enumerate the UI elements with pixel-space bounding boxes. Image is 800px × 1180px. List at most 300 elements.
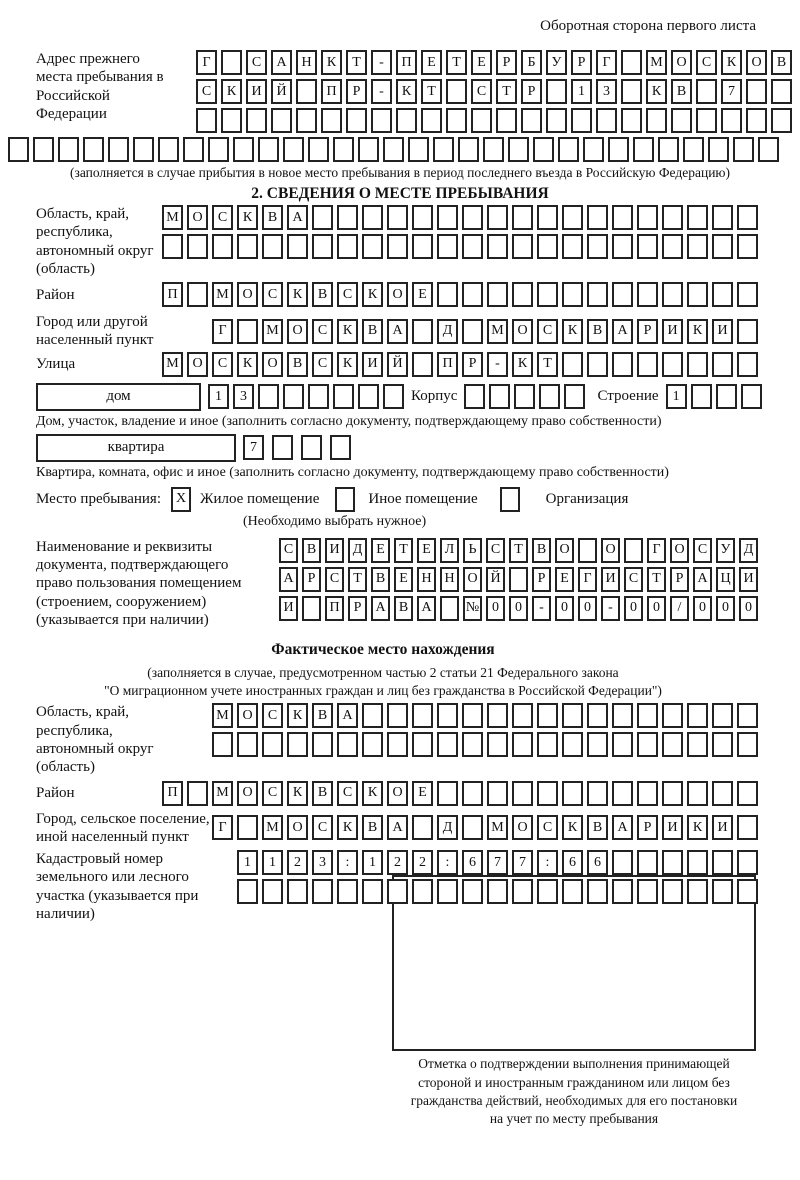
char-box[interactable]: А: [279, 567, 298, 592]
char-box[interactable]: В: [587, 319, 608, 344]
char-box[interactable]: Е: [412, 781, 433, 806]
char-box[interactable]: [662, 352, 683, 377]
char-box[interactable]: Р: [571, 50, 592, 75]
char-box[interactable]: Г: [212, 319, 233, 344]
char-box[interactable]: [308, 137, 329, 162]
char-box[interactable]: [512, 703, 533, 728]
char-box[interactable]: К: [287, 781, 308, 806]
char-box[interactable]: [746, 79, 767, 104]
char-box[interactable]: [691, 384, 712, 409]
char-box[interactable]: [437, 703, 458, 728]
char-box[interactable]: [237, 319, 258, 344]
char-box[interactable]: [437, 282, 458, 307]
checkbox-inoe[interactable]: [335, 487, 355, 512]
char-box[interactable]: [612, 879, 633, 904]
char-box[interactable]: [302, 596, 321, 621]
char-box[interactable]: В: [771, 50, 792, 75]
char-box[interactable]: К: [321, 50, 342, 75]
char-box[interactable]: [533, 137, 554, 162]
char-box[interactable]: [662, 703, 683, 728]
char-box[interactable]: [671, 108, 692, 133]
char-box[interactable]: М: [162, 352, 183, 377]
char-box[interactable]: Д: [739, 538, 758, 563]
char-box[interactable]: О: [671, 50, 692, 75]
char-box[interactable]: [221, 108, 242, 133]
char-box[interactable]: [512, 282, 533, 307]
char-box[interactable]: Л: [440, 538, 459, 563]
char-box[interactable]: [437, 234, 458, 259]
char-box[interactable]: [362, 234, 383, 259]
char-box[interactable]: [58, 137, 79, 162]
char-box[interactable]: [462, 234, 483, 259]
char-box[interactable]: К: [721, 50, 742, 75]
char-box[interactable]: М: [212, 781, 233, 806]
char-box[interactable]: [737, 879, 758, 904]
char-box[interactable]: [233, 137, 254, 162]
char-box[interactable]: [712, 879, 733, 904]
char-box[interactable]: Т: [509, 538, 528, 563]
char-box[interactable]: 0: [647, 596, 666, 621]
char-box[interactable]: [262, 234, 283, 259]
char-box[interactable]: [712, 234, 733, 259]
char-box[interactable]: О: [287, 815, 308, 840]
char-box[interactable]: [587, 732, 608, 757]
char-box[interactable]: К: [287, 703, 308, 728]
char-box[interactable]: С: [212, 205, 233, 230]
char-box[interactable]: С: [262, 781, 283, 806]
char-box[interactable]: [487, 205, 508, 230]
checkbox-organizaciya[interactable]: [500, 487, 520, 512]
char-box[interactable]: [346, 108, 367, 133]
char-box[interactable]: С: [212, 352, 233, 377]
char-box[interactable]: [512, 234, 533, 259]
char-box[interactable]: -: [532, 596, 551, 621]
char-box[interactable]: [446, 79, 467, 104]
char-box[interactable]: [187, 781, 208, 806]
char-box[interactable]: 1: [262, 850, 283, 875]
char-box[interactable]: Е: [555, 567, 574, 592]
char-box[interactable]: [558, 137, 579, 162]
char-box[interactable]: [358, 384, 379, 409]
char-box[interactable]: [208, 137, 229, 162]
char-box[interactable]: А: [693, 567, 712, 592]
char-box[interactable]: [337, 234, 358, 259]
char-box[interactable]: [537, 879, 558, 904]
char-box[interactable]: Р: [637, 319, 658, 344]
char-box[interactable]: [621, 108, 642, 133]
char-box[interactable]: 3: [312, 850, 333, 875]
char-box[interactable]: [462, 732, 483, 757]
char-box[interactable]: К: [512, 352, 533, 377]
char-box[interactable]: Г: [647, 538, 666, 563]
char-box[interactable]: С: [696, 50, 717, 75]
char-box[interactable]: 6: [462, 850, 483, 875]
char-box[interactable]: [83, 137, 104, 162]
char-box[interactable]: [587, 703, 608, 728]
checkbox-zhiloe[interactable]: X: [171, 487, 191, 512]
char-box[interactable]: [312, 205, 333, 230]
char-box[interactable]: Г: [596, 50, 617, 75]
char-box[interactable]: [637, 205, 658, 230]
char-box[interactable]: [358, 137, 379, 162]
char-box[interactable]: [737, 282, 758, 307]
char-box[interactable]: [771, 79, 792, 104]
char-box[interactable]: [183, 137, 204, 162]
char-box[interactable]: [741, 384, 762, 409]
char-box[interactable]: [462, 879, 483, 904]
char-box[interactable]: [333, 137, 354, 162]
char-box[interactable]: А: [337, 703, 358, 728]
char-box[interactable]: [633, 137, 654, 162]
char-box[interactable]: К: [337, 319, 358, 344]
char-box[interactable]: [412, 703, 433, 728]
char-box[interactable]: [362, 205, 383, 230]
char-box[interactable]: А: [417, 596, 436, 621]
char-box[interactable]: О: [746, 50, 767, 75]
char-box[interactable]: [487, 703, 508, 728]
char-box[interactable]: С: [262, 703, 283, 728]
char-box[interactable]: Р: [346, 79, 367, 104]
char-box[interactable]: [583, 137, 604, 162]
char-box[interactable]: П: [162, 282, 183, 307]
char-box[interactable]: №: [463, 596, 482, 621]
char-box[interactable]: С: [337, 282, 358, 307]
char-box[interactable]: [662, 205, 683, 230]
char-box[interactable]: С: [471, 79, 492, 104]
char-box[interactable]: [771, 108, 792, 133]
char-box[interactable]: 3: [233, 384, 254, 409]
char-box[interactable]: -: [371, 79, 392, 104]
char-box[interactable]: [440, 596, 459, 621]
char-box[interactable]: [337, 732, 358, 757]
char-box[interactable]: П: [325, 596, 344, 621]
char-box[interactable]: [412, 234, 433, 259]
char-box[interactable]: О: [387, 282, 408, 307]
char-box[interactable]: [662, 234, 683, 259]
char-box[interactable]: Ь: [463, 538, 482, 563]
char-box[interactable]: [272, 435, 293, 460]
char-box[interactable]: [662, 781, 683, 806]
char-box[interactable]: [612, 282, 633, 307]
char-box[interactable]: 6: [587, 850, 608, 875]
char-box[interactable]: [487, 732, 508, 757]
char-box[interactable]: [462, 703, 483, 728]
char-box[interactable]: [737, 205, 758, 230]
char-box[interactable]: 7: [721, 79, 742, 104]
char-box[interactable]: [487, 879, 508, 904]
char-box[interactable]: [162, 234, 183, 259]
char-box[interactable]: К: [337, 352, 358, 377]
char-box[interactable]: [237, 234, 258, 259]
char-box[interactable]: В: [587, 815, 608, 840]
char-box[interactable]: [737, 732, 758, 757]
char-box[interactable]: А: [612, 319, 633, 344]
char-box[interactable]: [296, 79, 317, 104]
char-box[interactable]: [408, 137, 429, 162]
char-box[interactable]: [587, 205, 608, 230]
char-box[interactable]: [462, 282, 483, 307]
char-box[interactable]: А: [371, 596, 390, 621]
char-box[interactable]: В: [671, 79, 692, 104]
char-box[interactable]: [371, 108, 392, 133]
char-box[interactable]: [712, 781, 733, 806]
char-box[interactable]: В: [262, 205, 283, 230]
char-box[interactable]: Р: [532, 567, 551, 592]
char-box[interactable]: [637, 781, 658, 806]
char-box[interactable]: [321, 108, 342, 133]
char-box[interactable]: [412, 732, 433, 757]
char-box[interactable]: [237, 879, 258, 904]
char-box[interactable]: О: [512, 319, 533, 344]
char-box[interactable]: П: [437, 352, 458, 377]
char-box[interactable]: М: [212, 703, 233, 728]
char-box[interactable]: 3: [596, 79, 617, 104]
char-box[interactable]: [271, 108, 292, 133]
char-box[interactable]: [464, 384, 485, 409]
char-box[interactable]: Т: [421, 79, 442, 104]
char-box[interactable]: К: [237, 352, 258, 377]
char-box[interactable]: [637, 732, 658, 757]
char-box[interactable]: Й: [271, 79, 292, 104]
char-box[interactable]: В: [287, 352, 308, 377]
char-box[interactable]: К: [687, 815, 708, 840]
char-box[interactable]: [387, 234, 408, 259]
char-box[interactable]: [312, 732, 333, 757]
char-box[interactable]: А: [287, 205, 308, 230]
char-box[interactable]: Й: [486, 567, 505, 592]
char-box[interactable]: [562, 205, 583, 230]
char-box[interactable]: 0: [624, 596, 643, 621]
char-box[interactable]: И: [246, 79, 267, 104]
char-box[interactable]: И: [712, 815, 733, 840]
char-box[interactable]: О: [555, 538, 574, 563]
char-box[interactable]: 0: [555, 596, 574, 621]
char-box[interactable]: [562, 879, 583, 904]
char-box[interactable]: [687, 781, 708, 806]
char-box[interactable]: Р: [348, 596, 367, 621]
char-box[interactable]: 1: [237, 850, 258, 875]
char-box[interactable]: Р: [496, 50, 517, 75]
char-box[interactable]: [708, 137, 729, 162]
char-box[interactable]: [489, 384, 510, 409]
char-box[interactable]: 7: [487, 850, 508, 875]
char-box[interactable]: [546, 79, 567, 104]
char-box[interactable]: [287, 234, 308, 259]
char-box[interactable]: У: [716, 538, 735, 563]
char-box[interactable]: С: [693, 538, 712, 563]
char-box[interactable]: К: [687, 319, 708, 344]
char-box[interactable]: О: [237, 781, 258, 806]
char-box[interactable]: [737, 352, 758, 377]
char-box[interactable]: [287, 879, 308, 904]
char-box[interactable]: [596, 108, 617, 133]
char-box[interactable]: [587, 234, 608, 259]
char-box[interactable]: [8, 137, 29, 162]
char-box[interactable]: [712, 282, 733, 307]
char-box[interactable]: [487, 282, 508, 307]
char-box[interactable]: [587, 352, 608, 377]
char-box[interactable]: [612, 850, 633, 875]
char-box[interactable]: И: [662, 815, 683, 840]
char-box[interactable]: [687, 879, 708, 904]
char-box[interactable]: [258, 384, 279, 409]
char-box[interactable]: Р: [302, 567, 321, 592]
char-box[interactable]: С: [537, 815, 558, 840]
char-box[interactable]: [108, 137, 129, 162]
char-box[interactable]: М: [262, 319, 283, 344]
char-box[interactable]: Т: [446, 50, 467, 75]
char-box[interactable]: [283, 384, 304, 409]
char-box[interactable]: [637, 282, 658, 307]
char-box[interactable]: Е: [412, 282, 433, 307]
char-box[interactable]: [308, 384, 329, 409]
char-box[interactable]: [537, 781, 558, 806]
char-box[interactable]: К: [396, 79, 417, 104]
char-box[interactable]: И: [325, 538, 344, 563]
char-box[interactable]: [637, 850, 658, 875]
char-box[interactable]: 6: [562, 850, 583, 875]
char-box[interactable]: [412, 352, 433, 377]
char-box[interactable]: [246, 108, 267, 133]
char-box[interactable]: :: [337, 850, 358, 875]
char-box[interactable]: [496, 108, 517, 133]
char-box[interactable]: 2: [287, 850, 308, 875]
char-box[interactable]: Б: [521, 50, 542, 75]
char-box[interactable]: С: [486, 538, 505, 563]
char-box[interactable]: 1: [571, 79, 592, 104]
char-box[interactable]: [612, 781, 633, 806]
char-box[interactable]: [458, 137, 479, 162]
char-box[interactable]: О: [512, 815, 533, 840]
char-box[interactable]: [383, 137, 404, 162]
char-box[interactable]: [637, 234, 658, 259]
char-box[interactable]: [412, 879, 433, 904]
char-box[interactable]: [712, 352, 733, 377]
char-box[interactable]: [578, 538, 597, 563]
char-box[interactable]: [283, 137, 304, 162]
char-box[interactable]: 2: [387, 850, 408, 875]
char-box[interactable]: [396, 108, 417, 133]
char-box[interactable]: Т: [537, 352, 558, 377]
char-box[interactable]: [624, 538, 643, 563]
char-box[interactable]: Т: [346, 50, 367, 75]
char-box[interactable]: [662, 732, 683, 757]
char-box[interactable]: [737, 850, 758, 875]
char-box[interactable]: [687, 732, 708, 757]
char-box[interactable]: [612, 234, 633, 259]
char-box[interactable]: У: [546, 50, 567, 75]
char-box[interactable]: [562, 703, 583, 728]
char-box[interactable]: [514, 384, 535, 409]
char-box[interactable]: [721, 108, 742, 133]
char-box[interactable]: [687, 205, 708, 230]
char-box[interactable]: [712, 703, 733, 728]
char-box[interactable]: П: [396, 50, 417, 75]
char-box[interactable]: :: [537, 850, 558, 875]
char-box[interactable]: [462, 781, 483, 806]
char-box[interactable]: [737, 781, 758, 806]
char-box[interactable]: М: [262, 815, 283, 840]
char-box[interactable]: С: [262, 282, 283, 307]
char-box[interactable]: М: [212, 282, 233, 307]
char-box[interactable]: [587, 781, 608, 806]
char-box[interactable]: [612, 205, 633, 230]
char-box[interactable]: [387, 703, 408, 728]
char-box[interactable]: А: [271, 50, 292, 75]
char-box[interactable]: [612, 703, 633, 728]
char-box[interactable]: С: [624, 567, 643, 592]
char-box[interactable]: В: [312, 282, 333, 307]
char-box[interactable]: [687, 282, 708, 307]
char-box[interactable]: М: [487, 815, 508, 840]
char-box[interactable]: О: [601, 538, 620, 563]
char-box[interactable]: [737, 815, 758, 840]
char-box[interactable]: [158, 137, 179, 162]
char-box[interactable]: [333, 384, 354, 409]
char-box[interactable]: [512, 879, 533, 904]
char-box[interactable]: [537, 234, 558, 259]
char-box[interactable]: В: [312, 781, 333, 806]
char-box[interactable]: [537, 732, 558, 757]
char-box[interactable]: Д: [437, 319, 458, 344]
char-box[interactable]: [133, 137, 154, 162]
char-box[interactable]: [362, 879, 383, 904]
char-box[interactable]: В: [362, 319, 383, 344]
char-box[interactable]: [362, 703, 383, 728]
char-box[interactable]: [687, 703, 708, 728]
char-box[interactable]: [737, 703, 758, 728]
char-box[interactable]: [637, 703, 658, 728]
char-box[interactable]: К: [237, 205, 258, 230]
char-box[interactable]: К: [337, 815, 358, 840]
char-box[interactable]: [387, 879, 408, 904]
char-box[interactable]: [562, 781, 583, 806]
char-box[interactable]: 1: [666, 384, 687, 409]
char-box[interactable]: Р: [637, 815, 658, 840]
char-box[interactable]: [546, 108, 567, 133]
char-box[interactable]: 1: [362, 850, 383, 875]
char-box[interactable]: 0: [509, 596, 528, 621]
char-box[interactable]: И: [662, 319, 683, 344]
char-box[interactable]: [462, 319, 483, 344]
char-box[interactable]: [337, 879, 358, 904]
char-box[interactable]: [383, 384, 404, 409]
char-box[interactable]: [433, 137, 454, 162]
char-box[interactable]: С: [537, 319, 558, 344]
char-box[interactable]: [412, 319, 433, 344]
char-box[interactable]: [621, 79, 642, 104]
char-box[interactable]: О: [463, 567, 482, 592]
char-box[interactable]: [562, 282, 583, 307]
char-box[interactable]: О: [237, 282, 258, 307]
char-box[interactable]: [487, 781, 508, 806]
char-box[interactable]: [471, 108, 492, 133]
char-box[interactable]: С: [196, 79, 217, 104]
char-box[interactable]: К: [562, 815, 583, 840]
char-box[interactable]: [258, 137, 279, 162]
char-box[interactable]: Р: [670, 567, 689, 592]
char-box[interactable]: [687, 850, 708, 875]
char-box[interactable]: [262, 732, 283, 757]
char-box[interactable]: О: [670, 538, 689, 563]
char-box[interactable]: И: [712, 319, 733, 344]
char-box[interactable]: [237, 732, 258, 757]
char-box[interactable]: [608, 137, 629, 162]
char-box[interactable]: /: [670, 596, 689, 621]
char-box[interactable]: С: [246, 50, 267, 75]
char-box[interactable]: В: [371, 567, 390, 592]
char-box[interactable]: [512, 781, 533, 806]
